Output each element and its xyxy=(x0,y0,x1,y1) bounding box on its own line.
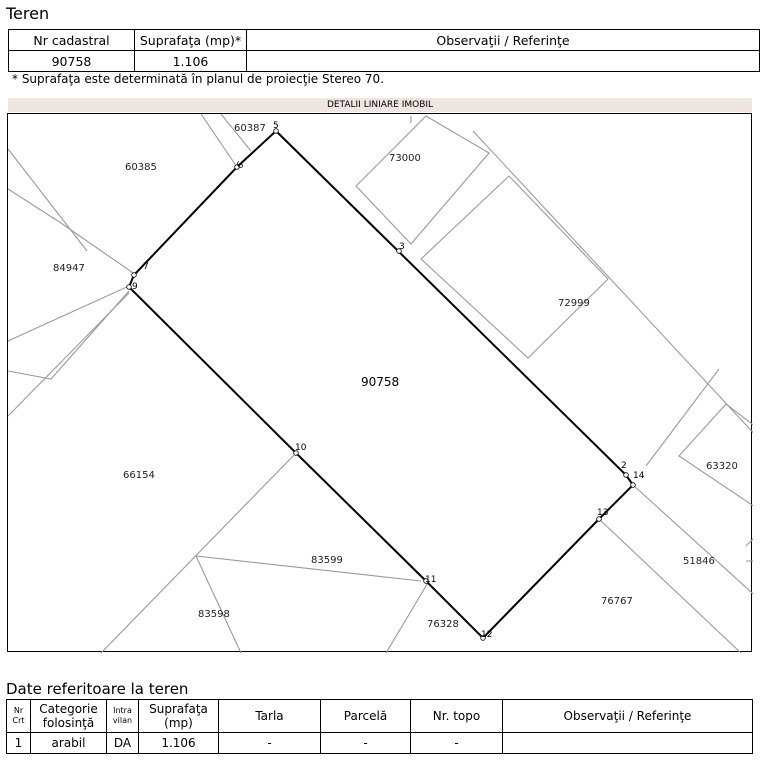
header-tarla: Tarla xyxy=(219,700,321,733)
vertex-label-9: 9 xyxy=(132,282,138,292)
parcel-label-60385: 60385 xyxy=(125,162,157,173)
projection-note: * Suprafaţa este determinată în planul de proiecţie Stereo 70. xyxy=(12,72,385,86)
header-suprafata: Suprafaţa (mp)* xyxy=(135,30,247,51)
page-title: Teren xyxy=(6,4,50,23)
map-drawing xyxy=(8,114,753,653)
vertex-label-3: 3 xyxy=(399,242,405,252)
parcel-label-83598: 83598 xyxy=(198,609,230,620)
header-observatii-referinte: Observaţii / Referinţe xyxy=(503,700,753,733)
vertex-label-12: 12 xyxy=(481,630,493,640)
header-suprafata-mp: Suprafaţa (mp) xyxy=(139,700,219,733)
cell-categorie: arabil xyxy=(31,733,107,754)
parcel-label-84947: 84947 xyxy=(53,263,85,274)
parcel-label-66154: 66154 xyxy=(123,470,155,481)
header-nr-cadastral: Nr cadastral xyxy=(9,30,135,51)
land-data-header-row xyxy=(7,700,753,733)
cell-observatii xyxy=(247,51,760,72)
vertex-label-6: 6 xyxy=(235,160,247,172)
cell-nr-topo: - xyxy=(411,733,503,754)
map-header: DETALII LINIARE IMOBIL xyxy=(8,98,752,112)
parcel-label-76767: 76767 xyxy=(601,596,633,607)
cell-parcela: - xyxy=(321,733,411,754)
parcel-label-73000: 73000 xyxy=(389,153,421,164)
parcel-label-83599: 83599 xyxy=(311,555,343,566)
parcel-label-60387: 60387 xyxy=(234,123,266,134)
header-parcela: Parcelă xyxy=(321,700,411,733)
parcel-labels xyxy=(53,123,738,630)
header-categorie: Categorie folosinţă xyxy=(31,700,107,733)
vertex-label-5: 5 xyxy=(273,121,279,131)
cell-tarla: - xyxy=(219,733,321,754)
section-title-land-data: Date referitoare la teren xyxy=(6,680,189,698)
parcel-label-63320: 63320 xyxy=(706,461,738,472)
cell-suprafata-mp: 1.106 xyxy=(139,733,219,754)
parcel-label-72999: 72999 xyxy=(558,298,590,309)
cadastral-map xyxy=(7,113,752,652)
land-data-table xyxy=(6,699,753,754)
vertex-label-10: 10 xyxy=(295,443,307,453)
parcel-label-51846: 51846 xyxy=(683,556,715,567)
table-row xyxy=(7,733,753,754)
vertex-label-11: 11 xyxy=(425,575,437,585)
header-nr-crt: Nr Crt xyxy=(7,700,31,733)
cadastral-header-row xyxy=(9,30,760,51)
vertex-label-2: 2 xyxy=(621,461,627,471)
cell-nr-cadastral: 90758 xyxy=(9,51,135,72)
cell-nr-crt: 1 xyxy=(7,733,31,754)
parcel-label-90758: 90758 xyxy=(361,375,400,389)
header-observatii: Observaţii / Referinţe xyxy=(247,30,760,51)
cell-observatii-referinte xyxy=(503,733,753,754)
cadastral-data-row xyxy=(9,51,760,72)
header-intravilan: Intra vilan xyxy=(107,700,139,733)
vertex-label-14: 14 xyxy=(633,471,645,481)
parcel-label-76328: 76328 xyxy=(427,619,459,630)
vertex-label-13: 13 xyxy=(597,508,609,518)
cell-intravilan: DA xyxy=(107,733,139,754)
vertex-label-7: 7 xyxy=(143,262,149,272)
cell-suprafata: 1.106 xyxy=(135,51,247,72)
cadastral-table xyxy=(8,29,760,72)
header-nr-topo: Nr. topo xyxy=(411,700,503,733)
